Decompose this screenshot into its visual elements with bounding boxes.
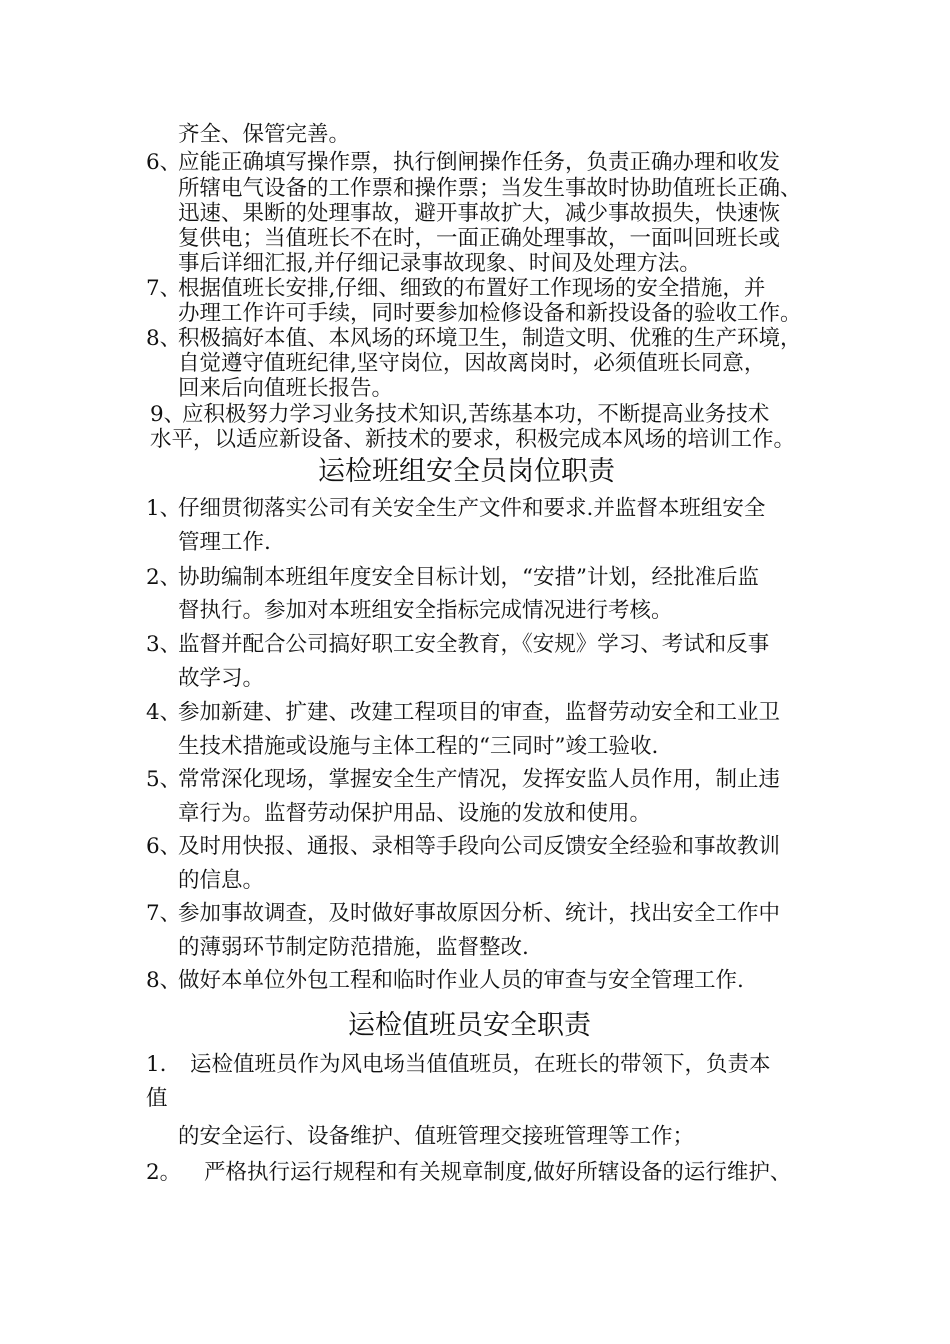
item-line: 仔细贯彻落实公司有关安全生产文件和要求.并监督本班组安全	[178, 496, 766, 521]
item-line: 督执行。参加对本班组安全指标完成情况进行考核。	[178, 598, 673, 623]
item-number: 3、	[146, 632, 182, 657]
item-line: 根据值班长安排,仔细、细致的布置好工作现场的安全措施，并	[178, 276, 766, 301]
item-line: 应能正确填写操作票，执行倒闸操作任务，负责正确办理和收发	[178, 150, 781, 175]
item-number: 7、	[146, 901, 182, 926]
item-number: 8、	[146, 968, 182, 993]
item-number: 6、	[146, 150, 182, 175]
item-line: 严格执行运行规程和有关规章制度,做好所辖设备的运行维护、	[204, 1160, 792, 1185]
item-line: 协助编制本班组年度安全目标计划，“安措”计划，经批准后监	[178, 565, 759, 590]
item-line: 值	[146, 1086, 168, 1111]
item-number: 6、	[146, 834, 182, 859]
item-number: 9、	[150, 402, 186, 427]
item-number: 1.	[146, 1052, 167, 1077]
item-line: 迅速、果断的处理事故，避开事故扩大，减少事故损失，快速恢	[178, 201, 781, 226]
item-line: 自觉遵守值班纪律,坚守岗位，因故离岗时，必须值班长同意，	[178, 351, 766, 376]
item-line: 水平，以适应新设备、新技术的要求，积极完成本风场的培训工作。	[150, 427, 796, 452]
item-line: 做好本单位外包工程和临时作业人员的审查与安全管理工作.	[178, 968, 744, 993]
item-line: 参加事故调查，及时做好事故原因分析、统计，找出安全工作中	[178, 901, 781, 926]
item-number: 7、	[146, 276, 182, 301]
item-line: 参加新建、扩建、改建工程项目的审查，监督劳动安全和工业卫	[178, 700, 781, 725]
item-number: 1、	[146, 496, 182, 521]
item-line: 常常深化现场，掌握安全生产情况，发挥安监人员作用，制止违	[178, 767, 781, 792]
section2-title: 运检班组安全员岗位职责	[318, 456, 615, 487]
item-line: 回来后向值班长报告。	[178, 376, 394, 401]
item-line: 运检值班员作为风电场当值值班员，在班长的带领下，负责本	[190, 1052, 771, 1077]
item-number: 2。	[146, 1160, 182, 1185]
item-number: 2、	[146, 565, 182, 590]
item-number: 5、	[146, 767, 182, 792]
item-line: 所辖电气设备的工作票和操作票；当发生事故时协助值班长正确、	[178, 176, 802, 201]
continuation-line: 齐全、保管完善。	[178, 122, 351, 147]
section3-title: 运检值班员安全职责	[348, 1010, 591, 1041]
item-line: 积极搞好本值、本风场的环境卫生，制造文明、优雅的生产环境，	[178, 326, 802, 351]
item-line: 故学习。	[178, 666, 265, 691]
item-line: 应积极努力学习业务技术知识,苦练基本功，不断提高业务技术	[182, 402, 770, 427]
item-number: 4、	[146, 700, 182, 725]
item-line: 管理工作.	[178, 530, 271, 555]
item-line: 章行为。监督劳动保护用品、设施的发放和使用。	[178, 801, 652, 826]
item-line: 的薄弱环节制定防范措施，监督整改.	[178, 935, 529, 960]
item-line: 复供电；当值班长不在时，一面正确处理事故，一面叫回班长或	[178, 226, 781, 251]
item-line: 及时用快报、通报、录相等手段向公司反馈安全经验和事故教训	[178, 834, 781, 859]
item-line: 生技术措施或设施与主体工程的“三同时”竣工验收.	[178, 734, 659, 759]
item-line: 的信息。	[178, 868, 265, 893]
item-number: 8、	[146, 326, 182, 351]
item-line: 监督并配合公司搞好职工安全教育，《安规》学习、考试和反事	[178, 632, 770, 657]
item-line: 办理工作许可手续，同时要参加检修设备和新投设备的验收工作。	[178, 301, 802, 326]
item-line: 的安全运行、设备维护、值班管理交接班管理等工作；	[178, 1124, 695, 1149]
item-line: 事后详细汇报,并仔细记录事故现象、时间及处理方法。	[178, 251, 701, 276]
